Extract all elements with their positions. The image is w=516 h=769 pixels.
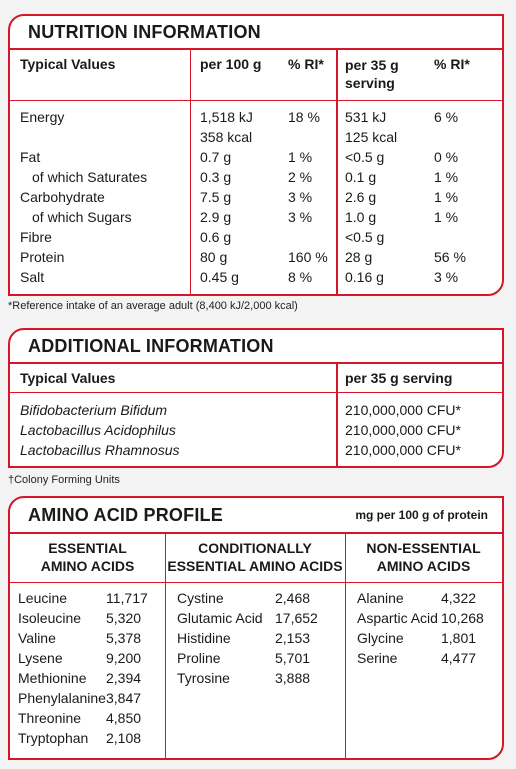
nut-row-label: Fat xyxy=(20,149,41,165)
nutrition-table xyxy=(10,50,502,294)
amino-name: Tryptophan xyxy=(18,730,89,746)
amino-name: Tyrosine xyxy=(177,670,230,686)
amino-column xyxy=(10,534,165,758)
add-header-serving: per 35 g serving xyxy=(345,370,453,386)
nut-header-line xyxy=(10,100,502,101)
nut-row-label: of which Saturates xyxy=(32,169,148,185)
additional-panel xyxy=(8,328,504,468)
amino-column-heading: ESSENTIAL AMINO ACIDS xyxy=(167,558,343,574)
add-row-label: Lactobacillus Acidophilus xyxy=(20,422,176,438)
nut-header-ri2: % RI* xyxy=(434,56,470,72)
nut-row-ri1: 18 % xyxy=(288,109,320,125)
nut-row-ri2: 1 % xyxy=(434,169,459,185)
amino-name: Lysene xyxy=(18,650,63,666)
amino-value: 5,378 xyxy=(106,630,142,646)
nut-divider-2 xyxy=(336,50,338,294)
amino-value: 2,394 xyxy=(106,670,142,686)
amino-column-heading: ESSENTIAL xyxy=(48,540,127,556)
amino-name: Glutamic Acid xyxy=(177,610,263,626)
add-header-line xyxy=(10,392,502,393)
amino-value: 3,888 xyxy=(275,670,311,686)
amino-column xyxy=(345,534,502,758)
nut-row-label: Protein xyxy=(20,249,65,265)
additional-table xyxy=(10,364,502,466)
nut-row-ri2: 0 % xyxy=(434,149,459,165)
nut-row-per35: 0.1 g xyxy=(345,169,377,185)
nut-row-per35: 125 kcal xyxy=(345,129,398,145)
nut-header-per100: per 100 g xyxy=(200,56,262,72)
amino-value: 5,701 xyxy=(275,650,311,666)
amino-name: Serine xyxy=(357,650,398,666)
nutrition-panel xyxy=(8,14,504,296)
nut-row-per100: 358 kcal xyxy=(200,129,253,145)
nut-row-label: Energy xyxy=(20,109,65,125)
nut-row-per100: 2.9 g xyxy=(200,209,232,225)
nut-divider-1 xyxy=(190,50,191,294)
amino-value: 4,850 xyxy=(106,710,142,726)
nut-row-per100: 0.3 g xyxy=(200,169,232,185)
nut-row-ri1: 3 % xyxy=(288,189,313,205)
nutrition-footnote: *Reference intake of an average adult (8,400 kJ/2,000 kcal) xyxy=(8,300,298,312)
nut-row-per100: 1,518 kJ xyxy=(200,109,253,125)
amino-value: 2,108 xyxy=(106,730,142,746)
add-divider xyxy=(336,364,338,466)
amino-value: 11,717 xyxy=(106,590,148,606)
nut-row-ri1: 2 % xyxy=(288,169,313,185)
add-row-value: 210,000,000 CFU* xyxy=(345,442,461,458)
additional-title xyxy=(10,330,502,364)
amino-column-heading: AMINO ACIDS xyxy=(376,558,471,574)
amino-value: 17,652 xyxy=(275,610,318,626)
amino-title-text: AMINO ACID PROFILE xyxy=(28,504,223,525)
add-row-value: 210,000,000 CFU* xyxy=(345,402,461,418)
nut-row-per35: 28 g xyxy=(345,249,373,265)
nut-row-per35: 531 kJ xyxy=(345,109,387,125)
nut-row-per100: 80 g xyxy=(200,249,228,265)
nut-row-per100: 0.7 g xyxy=(200,149,232,165)
amino-name: Alanine xyxy=(357,590,404,606)
amino-name: Cystine xyxy=(177,590,224,606)
amino-column-heading: CONDITIONALLY xyxy=(198,540,312,556)
amino-name: Threonine xyxy=(18,710,82,726)
add-row-label: Lactobacillus Rhamnosus xyxy=(20,442,180,458)
nut-row-per35: <0.5 g xyxy=(345,149,385,165)
amino-value: 2,153 xyxy=(275,630,311,646)
amino-value: 10,268 xyxy=(441,610,484,626)
nut-row-ri1: 160 % xyxy=(288,249,328,265)
amino-name: Valine xyxy=(18,630,56,646)
nut-row-label: of which Sugars xyxy=(32,209,132,225)
nut-row-ri1: 8 % xyxy=(288,269,313,285)
amino-value: 4,477 xyxy=(441,650,477,666)
nut-row-ri2: 1 % xyxy=(434,189,459,205)
nut-header-ri1: % RI* xyxy=(288,56,324,72)
amino-column-heading: NON-ESSENTIAL xyxy=(366,540,481,556)
amino-name: Phenylalanine xyxy=(18,690,106,706)
additional-footnote: †Colony Forming Units xyxy=(8,474,120,486)
nut-row-ri2: 6 % xyxy=(434,109,459,125)
nut-row-per100: 7.5 g xyxy=(200,189,232,205)
amino-name: Leucine xyxy=(18,590,68,606)
amino-table xyxy=(10,534,502,758)
nut-row-label: Carbohydrate xyxy=(20,189,105,205)
amino-value: 5,320 xyxy=(106,610,142,626)
additional-title-text: ADDITIONAL INFORMATION xyxy=(28,335,274,356)
nut-row-per35: 2.6 g xyxy=(345,189,377,205)
amino-name: Proline xyxy=(177,650,221,666)
nut-row-ri2: 3 % xyxy=(434,269,459,285)
nut-row-label: Fibre xyxy=(20,229,52,245)
amino-name: Histidine xyxy=(177,630,231,646)
amino-value: 1,801 xyxy=(441,630,477,646)
amino-name: Aspartic Acid xyxy=(357,610,438,626)
amino-columns xyxy=(10,534,502,758)
nutrition-title-text: NUTRITION INFORMATION xyxy=(28,21,261,42)
nut-header-per35: per 35 g serving xyxy=(345,57,399,91)
amino-column-heading: AMINO ACIDS xyxy=(40,558,135,574)
nut-row-per35: <0.5 g xyxy=(345,229,385,245)
nutrition-title xyxy=(10,16,502,50)
nut-row-ri2: 1 % xyxy=(434,209,459,225)
amino-name: Glycine xyxy=(357,630,404,646)
amino-title xyxy=(10,498,502,534)
amino-panel xyxy=(8,496,504,760)
amino-subtitle: mg per 100 g of protein xyxy=(355,508,488,522)
add-row-value: 210,000,000 CFU* xyxy=(345,422,461,438)
amino-name: Methionine xyxy=(18,670,87,686)
nut-row-ri1: 1 % xyxy=(288,149,313,165)
nut-row-label: Salt xyxy=(20,269,45,285)
amino-value: 4,322 xyxy=(441,590,477,606)
nut-row-per35: 1.0 g xyxy=(345,209,377,225)
amino-value: 3,847 xyxy=(106,690,142,706)
amino-value: 2,468 xyxy=(275,590,311,606)
add-row-label: Bifidobacterium Bifidum xyxy=(20,402,168,418)
nut-row-per35: 0.16 g xyxy=(345,269,384,285)
nut-row-ri1: 3 % xyxy=(288,209,313,225)
nut-header-typical: Typical Values xyxy=(20,56,116,72)
nut-row-per100: 0.45 g xyxy=(200,269,239,285)
amino-value: 9,200 xyxy=(106,650,142,666)
add-header-typical: Typical Values xyxy=(20,370,116,386)
amino-column xyxy=(165,534,345,758)
nut-row-ri2: 56 % xyxy=(434,249,466,265)
nut-row-per100: 0.6 g xyxy=(200,229,232,245)
amino-name: Isoleucine xyxy=(18,610,82,626)
